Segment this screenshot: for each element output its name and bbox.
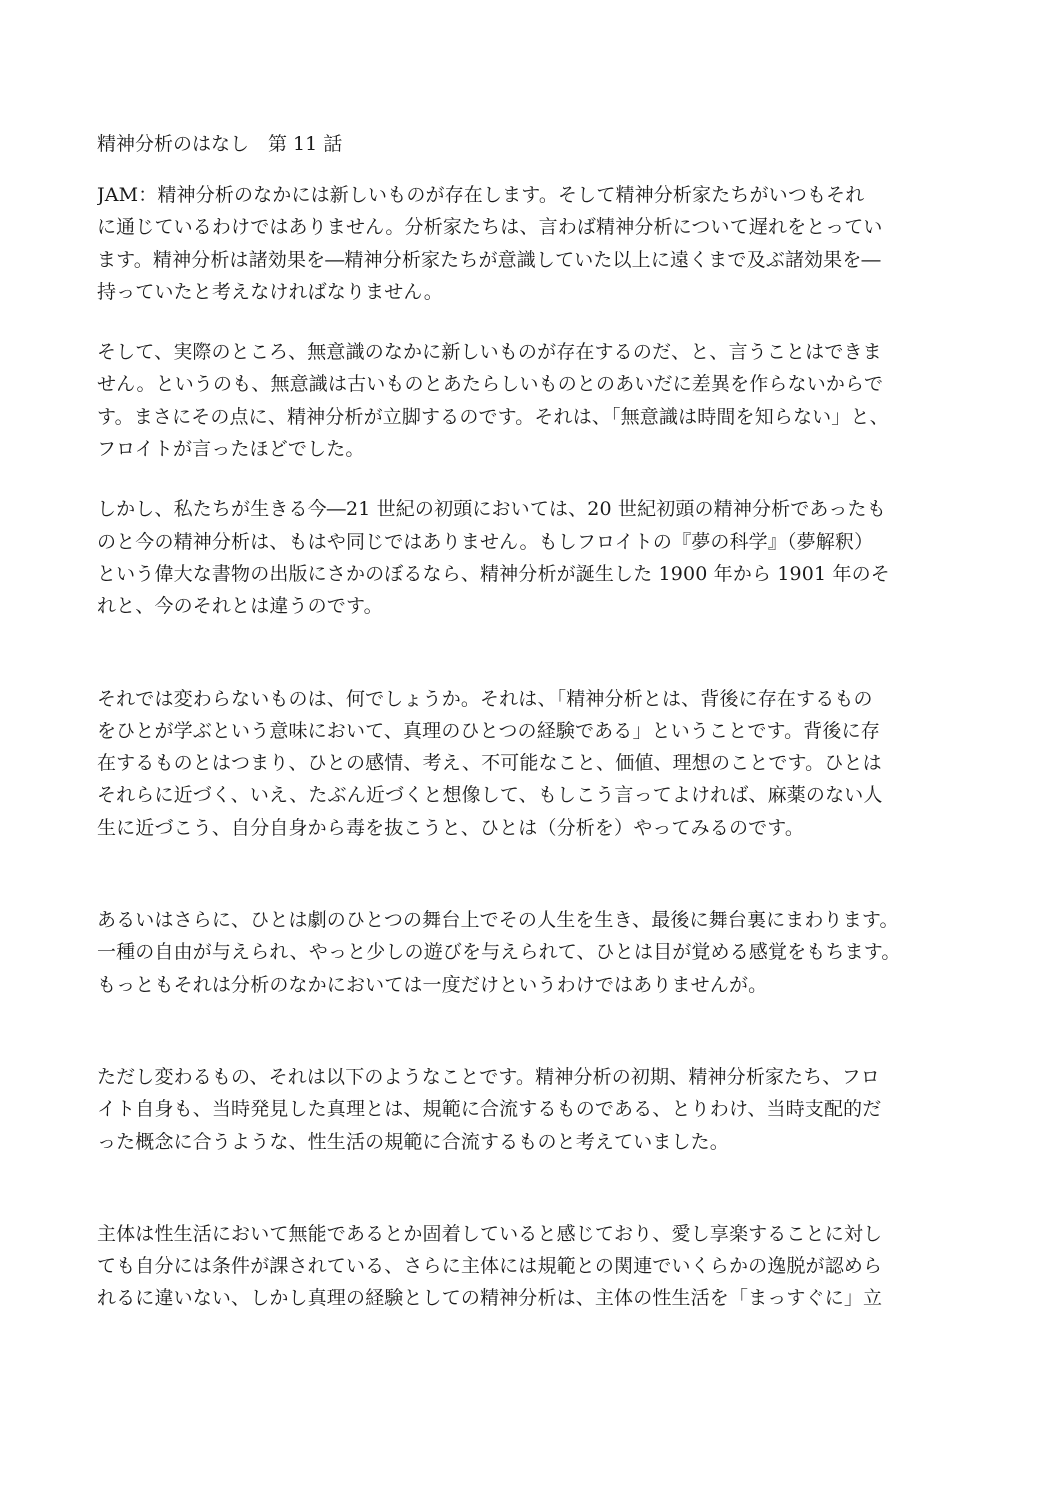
paragraph-line: JAM：精神分析のなかには新しいものが存在します。そして精神分析家たちがいつもそれ — [97, 184, 865, 206]
paragraph-line: ます。精神分析は諸効果を―精神分析家たちが意識していた以上に遠くまで及ぶ諸効果を― — [97, 248, 881, 271]
paragraph-2 — [97, 336, 965, 465]
paragraph-line: それらに近づく、いえ、たぶん近づくと想像して、もしこう言ってよければ、麻薬のない人 — [97, 784, 883, 807]
paragraph-line: 主体は性生活において無能であるとか固着していると感じており、愛し享楽することに対し — [97, 1222, 883, 1245]
paragraph-line: もっともそれは分析のなかにおいては一度だけというわけではありませんが。 — [97, 973, 768, 996]
paragraph-line: す。まさにその点に、精神分析が立脚するのです。それは、「無意識は時間を知らない」と、 — [97, 405, 889, 428]
paragraph-line: それでは変わらないものは、何でしょうか。それは、「精神分析とは、背後に存在するもの — [97, 687, 873, 710]
paragraph-5 — [97, 904, 965, 1001]
paragraph-line: そして、実際のところ、無意識のなかに新しいものが存在するのだ、と、言うことはできま — [97, 341, 882, 364]
paragraph-3 — [97, 493, 965, 622]
paragraph-line: 一種の自由が与えられ、やっと少しの遊びを与えられて、ひとは目が覚める感覚をもちます。 — [97, 941, 901, 964]
paragraph-spacer — [97, 465, 965, 493]
paragraph-line: フロイトが言ったほどでした。 — [97, 438, 365, 461]
paragraph-line: ただし変わるもの、それは以下のようなことです。精神分析の初期、精神分析家たち、フロ — [97, 1065, 880, 1088]
paragraph-spacer — [97, 1158, 965, 1218]
document-page — [97, 128, 965, 1315]
paragraph-line: をひとが学ぶという意味において、真理のひとつの経験である」ということです。背後に存 — [97, 719, 880, 742]
paragraph-line: 在するものとはつまり、ひとの感情、考え、不可能なこと、価値、理想のことです。ひとは — [97, 752, 882, 775]
paragraph-line: あるいはさらに、ひとは劇のひとつの舞台上でその人生を生き、最後に舞台裏にまわります。 — [97, 909, 899, 932]
paragraph-7 — [97, 1218, 965, 1315]
paragraph-line: った概念に合うような、性生活の規範に合流するものと考えていました。 — [97, 1130, 729, 1153]
paragraph-6 — [97, 1061, 965, 1158]
paragraph-line: れるに違いない、しかし真理の経験としての精神分析は、主体の性生活を「まっすぐに」立 — [97, 1287, 883, 1310]
paragraph-spacer — [97, 623, 965, 683]
paragraph-line: せん。というのも、無意識は古いものとあたらしいものとのあいだに差異を作らないからで — [97, 373, 884, 396]
paragraph-spacer — [97, 1001, 965, 1061]
paragraph-1 — [97, 179, 965, 308]
paragraph-spacer — [97, 308, 965, 336]
paragraph-line: 持っていたと考えなければなりません。 — [97, 280, 443, 303]
paragraph-spacer — [97, 844, 965, 904]
paragraph-line: という偉大な書物の出版にさかのぼるなら、精神分析が誕生した 1900 年から 1901 年のそ — [97, 562, 890, 585]
paragraph-line: に通じているわけではありません。分析家たちは、言わば精神分析について遅れをとってい — [97, 216, 883, 239]
paragraph-line: のと今の精神分析は、もはや同じではありません。もしフロイトの『夢の科学』（夢解釈） — [97, 530, 874, 553]
paragraph-line: しかし、私たちが生きる今―21 世紀の初頭においては、20 世紀初頭の精神分析であったも — [97, 498, 886, 521]
paragraph-4 — [97, 683, 965, 844]
document-title: 精神分析のはなし 第 11 話 — [97, 133, 343, 155]
paragraph-line: ても自分には条件が課されている、さらに主体には規範との関連でいくらかの逸脱が認めら — [97, 1255, 883, 1278]
paragraph-line: 生に近づこう、自分自身から毒を抜こうと、ひとは（分析を）やってみるのです。 — [97, 816, 805, 839]
paragraph-line: イト自身も、当時発見した真理とは、規範に合流するものである、とりわけ、当時支配的だ — [97, 1098, 882, 1121]
paragraph-line: れと、今のそれとは違うのです。 — [97, 595, 383, 618]
